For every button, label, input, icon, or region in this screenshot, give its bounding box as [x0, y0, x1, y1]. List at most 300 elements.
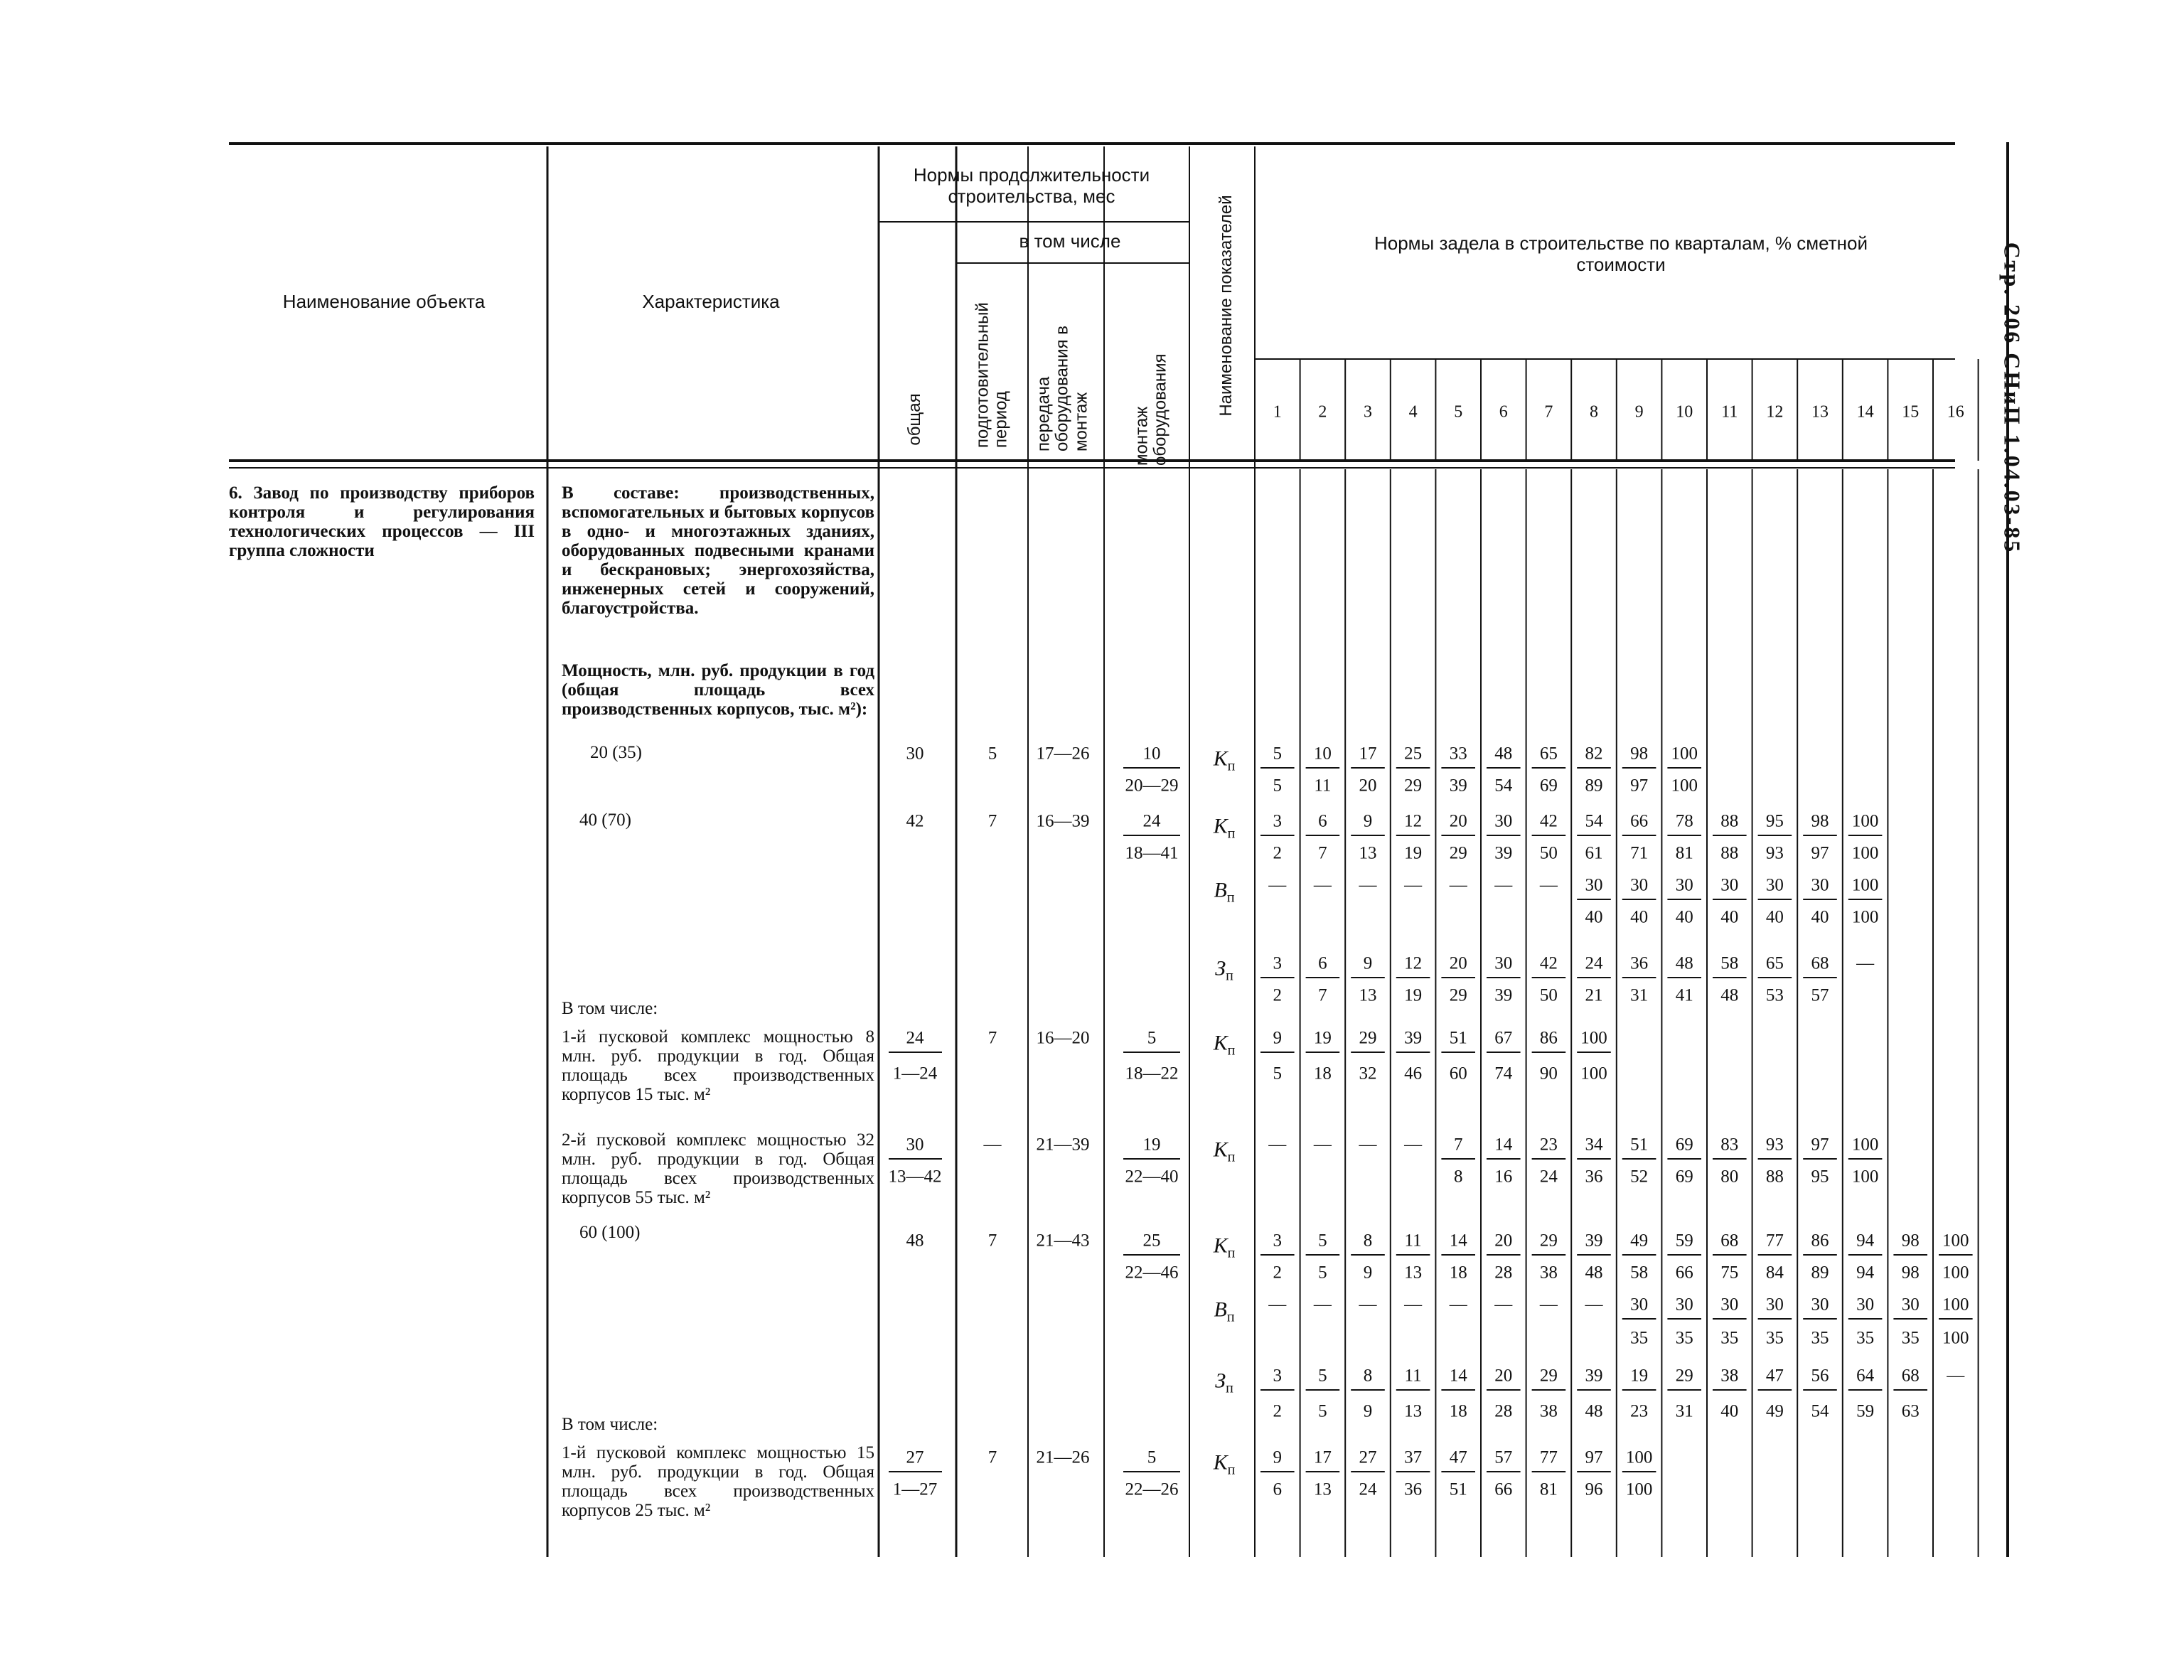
row-40-V-den: 40 [1585, 907, 1603, 927]
complex-2-1-K-den: 13 [1313, 1480, 1332, 1499]
complex-2-1-K-num: 100 [1625, 1448, 1653, 1467]
complex-1-1-K-num: 19 [1313, 1028, 1332, 1048]
duration-installation: 24 [1142, 811, 1161, 831]
row-20-K-num: 98 [1630, 744, 1649, 764]
complex-2-1-K-num: 9 [1273, 1448, 1283, 1467]
complex-1-2-K-den: 8 [1453, 1167, 1463, 1187]
row-40-V-den: 40 [1811, 907, 1829, 927]
row-60-K-num: 86 [1811, 1231, 1829, 1251]
desc-capacity-40: 40 (70) [579, 810, 631, 830]
row-20-K-den: 69 [1539, 776, 1558, 796]
duration-preparatory: 7 [987, 811, 997, 831]
complex-1-2-K-num: — [1268, 1135, 1287, 1155]
row-20-K-num: 25 [1404, 744, 1423, 764]
row-20-K-den: 29 [1404, 776, 1423, 796]
row-20-K-num: 17 [1359, 744, 1377, 764]
row-60-Z-den: 18 [1449, 1401, 1467, 1421]
row-40-Z-den: 29 [1449, 985, 1467, 1005]
complex-2-1-K-den: 66 [1494, 1480, 1513, 1499]
row-60-Z-num: 56 [1811, 1366, 1829, 1386]
complex-1-1-K-den: 100 [1580, 1064, 1607, 1084]
row-40-V-num: — [1539, 875, 1558, 895]
row-40-V-num: — [1494, 875, 1513, 895]
row-40-K-den: 97 [1811, 843, 1829, 863]
row-20-K-den: 5 [1273, 776, 1283, 796]
row-60-Z-num: 39 [1585, 1366, 1603, 1386]
duration-installation: 5 [1147, 1028, 1157, 1048]
row-60-K-den: 9 [1363, 1263, 1373, 1283]
row-60-K-den: 13 [1404, 1263, 1423, 1283]
row-60-K-num: 39 [1585, 1231, 1603, 1251]
row-60-K-num: 68 [1720, 1231, 1739, 1251]
row-60-Z-num: 8 [1363, 1366, 1373, 1386]
row-60-V-den: 35 [1856, 1328, 1875, 1348]
desc-complex-1-1: 1-й пусковой комплекс мощностью 8 млн. руб. продукции в год. Общая площадь всех производственных корпусов 15 тыс. м² [562, 1027, 874, 1104]
row-40-Z-den: 31 [1630, 985, 1649, 1005]
row-20-K-den: 20 [1359, 776, 1377, 796]
row-40-Z-den: 19 [1404, 985, 1423, 1005]
quarter-number-4: 4 [1408, 402, 1418, 422]
quarter-number-2: 2 [1318, 402, 1327, 422]
row-40-K-den: 19 [1404, 843, 1423, 863]
complex-1-1-K-num: 67 [1494, 1028, 1513, 1048]
row-40-V-num: — [1449, 875, 1467, 895]
row-40-V-den: 40 [1630, 907, 1649, 927]
duration-total: 27 [906, 1448, 924, 1467]
duration-installation: 10 [1142, 744, 1161, 764]
quarter-number-16: 16 [1947, 402, 1964, 422]
row-40-V-num: 100 [1851, 875, 1879, 895]
row-40-Z-den: 53 [1765, 985, 1784, 1005]
row-60-K-num: 59 [1675, 1231, 1693, 1251]
row-40-V-num: 30 [1720, 875, 1739, 895]
row-40-K-den: 50 [1539, 843, 1558, 863]
desc-including-2: В том числе: [562, 1415, 658, 1434]
duration-installation: 19 [1142, 1135, 1161, 1155]
row-60-Z-den: 49 [1765, 1401, 1784, 1421]
row-40-Z-num: 68 [1811, 953, 1829, 973]
quarter-number-5: 5 [1454, 402, 1463, 422]
row-60-K-num: 100 [1942, 1231, 1969, 1251]
row-60-Z-num: 64 [1856, 1366, 1875, 1386]
duration-total: 30 [906, 744, 924, 764]
row-60-Z-num: 38 [1720, 1366, 1739, 1386]
complex-1-1-K-den: 60 [1449, 1064, 1467, 1084]
row-40-K-num: 6 [1318, 811, 1327, 831]
complex-1-1-K-den: 32 [1359, 1064, 1377, 1084]
complex-2-1-K-num: 27 [1359, 1448, 1377, 1467]
row-20-K-den: 11 [1314, 776, 1332, 796]
row-60-K-num: 77 [1765, 1231, 1784, 1251]
header-equipment-transfer: передача оборудования в монтаж [1034, 326, 1091, 451]
row-40-Z-num: 24 [1585, 953, 1603, 973]
row-60-V-num: — [1313, 1295, 1332, 1315]
row-60-Z-num: — [1947, 1366, 1965, 1386]
duration-installation-range: 18—41 [1125, 843, 1179, 863]
row-60-K-den: 94 [1856, 1263, 1875, 1283]
row-60-K-den: 28 [1494, 1263, 1513, 1283]
row-60-V-num: — [1449, 1295, 1467, 1315]
quarter-number-7: 7 [1544, 402, 1553, 422]
row-20-K-den: 39 [1449, 776, 1467, 796]
row-20-K-num: 65 [1539, 744, 1558, 764]
row-40-K-num: 12 [1404, 811, 1423, 831]
row-60-V-num: — [1539, 1295, 1558, 1315]
desc-complex-2-1: 1-й пусковой комплекс мощностью 15 млн. руб. продукции в год. Общая площадь всех производственных корпусов 25 тыс. м² [562, 1443, 874, 1520]
row-40-V-num: 30 [1585, 875, 1603, 895]
header-object-name: Наименование объекта [282, 291, 486, 312]
row-40-Z-den: 57 [1811, 985, 1829, 1005]
complex-2-1-K-num: 97 [1585, 1448, 1603, 1467]
indicator-K: $К_п$ [1213, 1234, 1236, 1261]
row-20-K-num: 5 [1273, 744, 1283, 764]
row-60-K-den: 58 [1630, 1263, 1649, 1283]
row-60-Z-den: 23 [1630, 1401, 1649, 1421]
duration-preparatory: 7 [987, 1448, 997, 1467]
row-20-K-num: 82 [1585, 744, 1603, 764]
quarter-number-8: 8 [1590, 402, 1598, 422]
duration-installation-range: 22—46 [1125, 1263, 1179, 1283]
row-40-Z-num: 6 [1318, 953, 1327, 973]
row-60-Z-den: 2 [1273, 1401, 1283, 1421]
duration-preparatory: — [983, 1135, 1002, 1155]
row-40-K-num: 30 [1494, 811, 1513, 831]
indicator-Z: $З_п$ [1215, 956, 1233, 984]
row-60-K-den: 5 [1318, 1263, 1327, 1283]
row-20-K-den: 100 [1671, 776, 1698, 796]
row-40-V-num: — [1268, 875, 1287, 895]
row-40-Z-num: 30 [1494, 953, 1513, 973]
complex-1-1-K-den: 5 [1273, 1064, 1283, 1084]
row-40-Z-num: 42 [1539, 953, 1558, 973]
row-40-V-num: 30 [1675, 875, 1693, 895]
complex-2-1-K-den: 81 [1539, 1480, 1558, 1499]
row-40-V-den: 100 [1851, 907, 1879, 927]
row-20-K-num: 10 [1313, 744, 1332, 764]
row-60-V-num: 30 [1765, 1295, 1784, 1315]
row-40-K-num: 3 [1273, 811, 1283, 831]
row-40-K-num: 88 [1720, 811, 1739, 831]
row-40-K-den: 88 [1720, 843, 1739, 863]
row-40-Z-num: 9 [1363, 953, 1373, 973]
complex-1-1-K-num: 100 [1580, 1028, 1607, 1048]
quarter-number-12: 12 [1766, 402, 1784, 422]
row-60-Z-num: 29 [1539, 1366, 1558, 1386]
complex-1-1-K-num: 29 [1359, 1028, 1377, 1048]
row-60-V-num: 100 [1942, 1295, 1969, 1315]
row-40-V-den: 40 [1675, 907, 1693, 927]
quarter-number-1: 1 [1273, 402, 1282, 422]
row-40-K-num: 42 [1539, 811, 1558, 831]
row-60-Z-den: 54 [1811, 1401, 1829, 1421]
row-60-V-den: 35 [1720, 1328, 1739, 1348]
complex-1-2-K-den: 69 [1675, 1167, 1693, 1187]
row-60-V-num: — [1268, 1295, 1287, 1315]
duration-total: 48 [906, 1231, 924, 1251]
row-40-K-den: 61 [1585, 843, 1603, 863]
row-60-V-num: 30 [1630, 1295, 1649, 1315]
row-20-K-den: 97 [1630, 776, 1649, 796]
duration-total-range: 13—42 [888, 1167, 942, 1187]
complex-1-2-K-num: 34 [1585, 1135, 1603, 1155]
row-60-K-num: 11 [1404, 1231, 1422, 1251]
complex-1-2-K-num: 93 [1765, 1135, 1784, 1155]
row-40-Z-num: 12 [1404, 953, 1423, 973]
row-60-K-den: 66 [1675, 1263, 1693, 1283]
row-40-V-num: 30 [1630, 875, 1649, 895]
row-60-Z-den: 9 [1363, 1401, 1373, 1421]
row-60-Z-den: 40 [1720, 1401, 1739, 1421]
complex-2-1-K-den: 51 [1449, 1480, 1467, 1499]
desc-capacity-20: 20 (35) [590, 743, 642, 762]
complex-1-2-K-den: 95 [1811, 1167, 1829, 1187]
indicator-K: $К_п$ [1213, 1138, 1236, 1165]
object-name: 6. Завод по производству приборов контроля и регулирования технологических процессов — III группа сложности [229, 483, 535, 560]
complex-1-2-K-num: 69 [1675, 1135, 1693, 1155]
row-60-V-den: 35 [1901, 1328, 1920, 1348]
duration-transfer: 21—43 [1036, 1231, 1090, 1251]
complex-1-2-K-num: 100 [1851, 1135, 1879, 1155]
row-40-K-den: 29 [1449, 843, 1467, 863]
row-60-K-num: 5 [1318, 1231, 1327, 1251]
row-60-Z-num: 68 [1901, 1366, 1920, 1386]
header-indicator-name: Наименование показателей [1216, 195, 1236, 417]
row-60-K-den: 18 [1449, 1263, 1467, 1283]
row-60-Z-den: 5 [1318, 1401, 1327, 1421]
desc-capacity-label: Мощность, млн. руб. продукции в год (общая площадь всех производственных корпусов, тыс. м²): [562, 661, 874, 719]
complex-1-1-K-num: 86 [1539, 1028, 1558, 1048]
row-40-K-num: 20 [1449, 811, 1467, 831]
row-60-K-den: 100 [1942, 1263, 1969, 1283]
row-60-K-den: 89 [1811, 1263, 1829, 1283]
row-40-Z-den: 39 [1494, 985, 1513, 1005]
complex-2-1-K-num: 37 [1404, 1448, 1423, 1467]
complex-1-2-K-den: 24 [1539, 1167, 1558, 1187]
duration-transfer: 16—39 [1036, 811, 1090, 831]
quarter-number-6: 6 [1499, 402, 1508, 422]
row-40-V-num: 30 [1811, 875, 1829, 895]
row-40-Z-den: 48 [1720, 985, 1739, 1005]
duration-total-range: 1—27 [892, 1480, 938, 1499]
row-20-K-num: 48 [1494, 744, 1513, 764]
indicator-K: $К_п$ [1213, 747, 1236, 774]
header-including: в том числе [1019, 230, 1121, 252]
row-60-Z-num: 11 [1404, 1366, 1422, 1386]
row-60-V-den: 100 [1942, 1328, 1969, 1348]
row-40-Z-den: 50 [1539, 985, 1558, 1005]
row-40-Z-num: 20 [1449, 953, 1467, 973]
row-20-K-num: 100 [1671, 744, 1698, 764]
row-40-Z-num: 48 [1675, 953, 1693, 973]
complex-2-1-K-num: 47 [1449, 1448, 1467, 1467]
row-60-V-den: 35 [1765, 1328, 1784, 1348]
duration-preparatory: 7 [987, 1028, 997, 1048]
complex-1-2-K-num: 97 [1811, 1135, 1829, 1155]
row-60-V-num: 30 [1811, 1295, 1829, 1315]
quarter-number-13: 13 [1811, 402, 1829, 422]
complex-2-1-K-den: 36 [1404, 1480, 1423, 1499]
duration-installation-range: 18—22 [1125, 1064, 1179, 1084]
desc-composition: В составе: производственных, вспомогательных и бытовых корпусов в одно- и многоэтажных зданиях, оборудованных подвесными кранами и бескрановых; энергохозяйства, инженерных сетей и сооружений, благоустройства. [562, 483, 874, 618]
row-40-K-num: 98 [1811, 811, 1829, 831]
duration-total: 24 [906, 1028, 924, 1048]
row-40-K-den: 13 [1359, 843, 1377, 863]
complex-1-2-K-den: 52 [1630, 1167, 1649, 1187]
duration-transfer: 16—20 [1036, 1028, 1090, 1048]
row-40-Z-num: 3 [1273, 953, 1283, 973]
indicator-K: $К_п$ [1213, 1031, 1236, 1059]
row-40-K-den: 39 [1494, 843, 1513, 863]
row-40-V-num: 30 [1765, 875, 1784, 895]
complex-1-1-K-den: 46 [1404, 1064, 1423, 1084]
row-60-Z-num: 47 [1765, 1366, 1784, 1386]
row-40-K-den: 100 [1851, 843, 1879, 863]
complex-1-2-K-num: 23 [1539, 1135, 1558, 1155]
indicator-K: $К_п$ [1213, 814, 1236, 842]
quarter-number-11: 11 [1721, 402, 1738, 422]
header-characteristic: Характеристика [642, 291, 780, 312]
duration-total: 30 [906, 1135, 924, 1155]
row-60-V-den: 35 [1675, 1328, 1693, 1348]
complex-1-2-K-num: 83 [1720, 1135, 1739, 1155]
complex-2-1-K-den: 96 [1585, 1480, 1603, 1499]
complex-1-2-K-num: 51 [1630, 1135, 1649, 1155]
complex-2-1-K-den: 6 [1273, 1480, 1283, 1499]
row-60-K-num: 20 [1494, 1231, 1513, 1251]
desc-including-1: В том числе: [562, 999, 658, 1018]
row-40-K-den: 7 [1318, 843, 1327, 863]
row-60-K-den: 84 [1765, 1263, 1784, 1283]
row-60-V-num: 30 [1675, 1295, 1693, 1315]
row-60-K-num: 94 [1856, 1231, 1875, 1251]
complex-1-2-K-num: 7 [1453, 1135, 1463, 1155]
row-60-V-den: 35 [1630, 1328, 1649, 1348]
row-20-K-num: 33 [1449, 744, 1467, 764]
row-40-V-num: — [1359, 875, 1377, 895]
row-60-K-den: 48 [1585, 1263, 1603, 1283]
row-20-K-den: 89 [1585, 776, 1603, 796]
row-60-Z-den: 38 [1539, 1401, 1558, 1421]
complex-2-1-K-den: 24 [1359, 1480, 1377, 1499]
quarter-number-3: 3 [1364, 402, 1372, 422]
quarter-number-9: 9 [1634, 402, 1644, 422]
complex-2-1-K-num: 17 [1313, 1448, 1332, 1467]
header-backlog-norms: Нормы задела в строительстве по кварталам, % сметной стоимости [1374, 232, 1868, 275]
duration-installation-range: 22—26 [1125, 1480, 1179, 1499]
complex-1-1-K-num: 51 [1449, 1028, 1467, 1048]
complex-1-2-K-den: 100 [1851, 1167, 1879, 1187]
row-60-V-num: 30 [1901, 1295, 1920, 1315]
row-40-Z-den: 41 [1675, 985, 1693, 1005]
desc-complex-1-2: 2-й пусковой комплекс мощностью 32 млн. руб. продукции в год. Общая площадь всех производственных корпусов 55 тыс. м² [562, 1130, 874, 1207]
duration-preparatory: 7 [987, 1231, 997, 1251]
row-60-K-num: 98 [1901, 1231, 1920, 1251]
duration-transfer: 21—39 [1036, 1135, 1090, 1155]
row-60-V-num: — [1359, 1295, 1377, 1315]
quarter-number-10: 10 [1676, 402, 1693, 422]
row-60-Z-num: 29 [1675, 1366, 1693, 1386]
row-40-K-den: 71 [1630, 843, 1649, 863]
quarter-number-15: 15 [1902, 402, 1920, 422]
duration-installation-range: 22—40 [1125, 1167, 1179, 1187]
complex-2-1-K-num: 77 [1539, 1448, 1558, 1467]
row-60-K-num: 8 [1363, 1231, 1373, 1251]
row-60-Z-num: 14 [1449, 1366, 1467, 1386]
duration-installation-range: 20—29 [1125, 776, 1179, 796]
duration-total: 42 [906, 811, 924, 831]
complex-1-2-K-den: 80 [1720, 1167, 1739, 1187]
row-60-Z-den: 59 [1856, 1401, 1875, 1421]
complex-1-1-K-den: 18 [1313, 1064, 1332, 1084]
duration-preparatory: 5 [987, 744, 997, 764]
header-equipment-installation: монтаж оборудования [1132, 353, 1170, 466]
duration-installation: 25 [1142, 1231, 1161, 1251]
row-60-V-num: — [1494, 1295, 1513, 1315]
row-40-Z-den: 7 [1318, 985, 1327, 1005]
row-40-K-num: 95 [1765, 811, 1784, 831]
complex-1-1-K-den: 74 [1494, 1064, 1513, 1084]
row-60-V-num: 30 [1720, 1295, 1739, 1315]
row-60-Z-den: 28 [1494, 1401, 1513, 1421]
quarter-number-14: 14 [1856, 402, 1874, 422]
indicator-Z: $З_п$ [1215, 1369, 1233, 1396]
row-60-V-den: 35 [1811, 1328, 1829, 1348]
row-40-V-num: — [1313, 875, 1332, 895]
row-60-Z-den: 63 [1901, 1401, 1920, 1421]
duration-total-range: 1—24 [892, 1064, 938, 1084]
row-40-K-den: 93 [1765, 843, 1784, 863]
row-60-Z-den: 13 [1404, 1401, 1423, 1421]
complex-1-2-K-num: 14 [1494, 1135, 1513, 1155]
row-40-K-den: 2 [1273, 843, 1283, 863]
indicator-V: $В_п$ [1214, 1298, 1235, 1325]
row-40-V-den: 40 [1765, 907, 1784, 927]
row-60-K-num: 3 [1273, 1231, 1283, 1251]
complex-2-1-K-num: 57 [1494, 1448, 1513, 1467]
indicator-K: $К_п$ [1213, 1450, 1236, 1478]
complex-1-2-K-den: 16 [1494, 1167, 1513, 1187]
duration-transfer: 17—26 [1036, 744, 1090, 764]
desc-capacity-60: 60 (100) [579, 1223, 641, 1242]
row-40-K-num: 66 [1630, 811, 1649, 831]
complex-1-2-K-num: — [1313, 1135, 1332, 1155]
row-60-K-num: 49 [1630, 1231, 1649, 1251]
row-40-Z-den: 13 [1359, 985, 1377, 1005]
row-40-Z-num: — [1856, 953, 1875, 973]
complex-1-2-K-den: 88 [1765, 1167, 1784, 1187]
row-60-Z-den: 48 [1585, 1401, 1603, 1421]
row-60-K-den: 2 [1273, 1263, 1283, 1283]
row-40-Z-num: 36 [1630, 953, 1649, 973]
row-60-V-num: — [1404, 1295, 1423, 1315]
header-total: общая [904, 393, 924, 446]
row-40-K-num: 100 [1851, 811, 1879, 831]
duration-transfer: 21—26 [1036, 1448, 1090, 1467]
row-60-K-num: 14 [1449, 1231, 1467, 1251]
row-40-V-num: — [1404, 875, 1423, 895]
row-40-K-num: 54 [1585, 811, 1603, 831]
complex-1-1-K-num: 39 [1404, 1028, 1423, 1048]
row-60-V-num: 30 [1856, 1295, 1875, 1315]
row-20-K-den: 54 [1494, 776, 1513, 796]
row-60-K-den: 98 [1901, 1263, 1920, 1283]
row-40-K-num: 78 [1675, 811, 1693, 831]
row-60-Z-den: 31 [1675, 1401, 1693, 1421]
row-40-Z-num: 58 [1720, 953, 1739, 973]
row-60-K-den: 75 [1720, 1263, 1739, 1283]
side-header-text: Стр. 206 СНиП 1.04.03-85 [1999, 242, 2025, 555]
row-40-Z-num: 65 [1765, 953, 1784, 973]
